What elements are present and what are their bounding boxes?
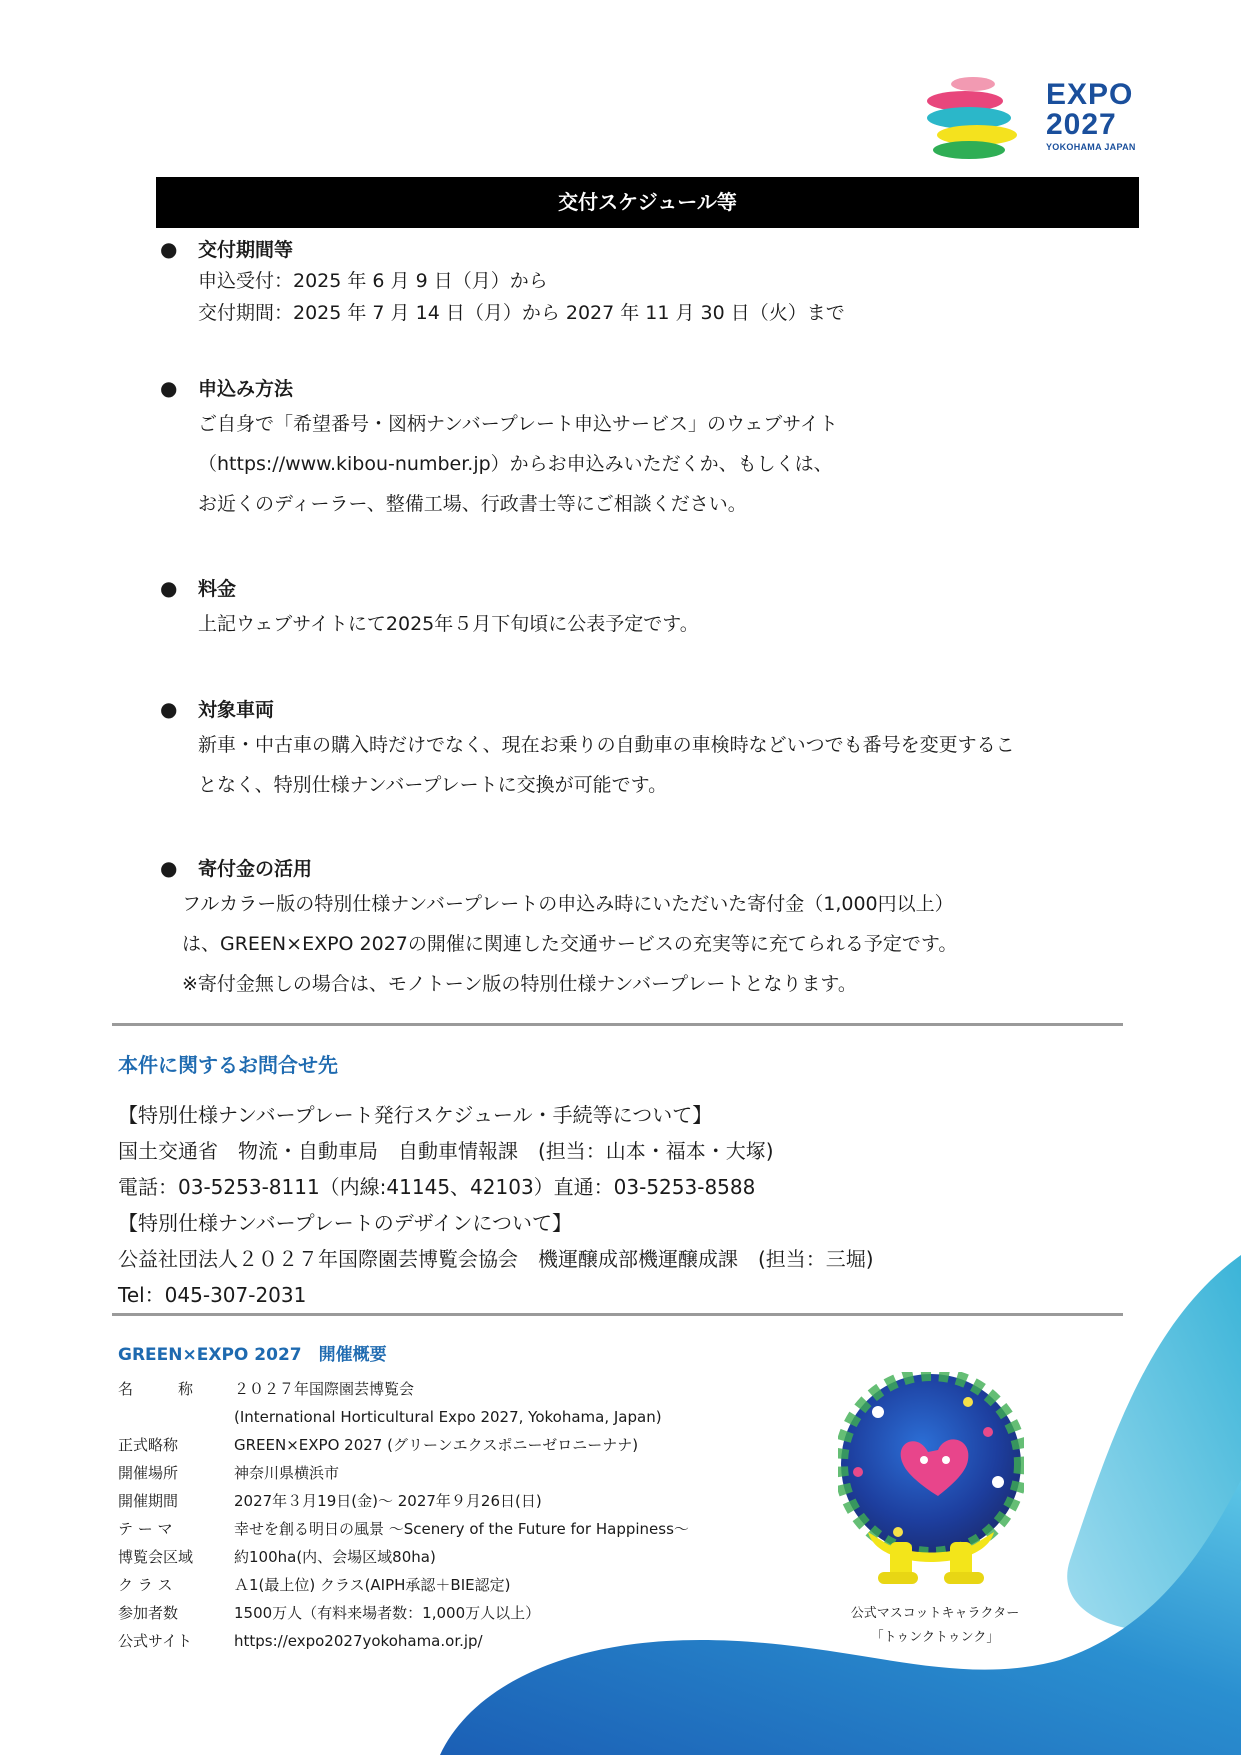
expo-logo-text [1046,80,1136,152]
mascot-caption-line: 公式マスコットキャラクター [850,1606,1020,1621]
overview-value: 2027年３月19日(金)～ 2027年９月26日(日) [234,1492,542,1510]
overview-key: 公式サイト [118,1632,192,1650]
bullet-icon: ● [160,856,178,880]
overview-row [118,1599,689,1627]
contact-line: 公益社団法人２０２７年国際園芸博覧会協会 機運醸成部機運醸成課 (担当：三堀) [118,1247,874,1271]
overview-value: (International Horticultural Expo 2027, Yokohama, Japan) [234,1408,662,1426]
contact-line: 【特別仕様ナンバープレート発行スケジュール・手続等について】 [118,1103,713,1127]
overview-title: GREEN×EXPO 2027 開催概要 [118,1345,387,1365]
section-line: お近くのディーラー、整備工場、行政書士等にご相談ください。 [198,493,747,515]
section-line: は、GREEN×EXPO 2027の開催に関連した交通サービスの充実等に充てられる予定です。 [182,933,958,955]
bullet-icon: ● [160,376,178,400]
section-line: 申込受付：2025 年 6 月 9 日（月）から [198,270,548,292]
divider [112,1023,1123,1026]
section-line: ご自身で「希望番号・図柄ナンバープレート申込サービス」のウェブサイト [198,413,838,435]
overview-key: 参加者数 [118,1604,179,1622]
contact-line: 【特別仕様ナンバープレートのデザインについて】 [118,1211,572,1235]
section-application-method [160,372,1120,524]
section-body [160,884,1120,1004]
section-body [160,404,1120,524]
contact-title: 本件に関するお問合せ先 [118,1053,338,1077]
logo-expo-word: EXPO [1046,78,1134,111]
bullet-icon: ● [160,576,178,600]
overview-key: 名 称 [118,1380,194,1398]
section-heading-text: 申込み方法 [198,378,294,400]
section-line: となく、特別仕様ナンバープレートに交換が可能です。 [198,774,668,796]
logo-location: YOKOHAMA JAPAN [1046,142,1136,152]
section-heading [160,233,1120,265]
section-heading [160,693,1120,725]
overview-value: 約100ha(内、会場区域80ha) [234,1548,436,1566]
section-target-vehicles [160,693,1120,805]
section-issue-period [160,233,1120,329]
overview-row [118,1515,689,1543]
overview-value: GREEN×EXPO 2027 (グリーンエクスポニーゼロニーナナ) [234,1436,639,1454]
overview-row [118,1431,689,1459]
contact-line: 電話：03-5253-8111（内線:41145、42103）直通：03-5253-8588 [118,1175,756,1199]
section-fee [160,572,1120,644]
overview-table [118,1375,689,1655]
section-heading-text: 料金 [198,578,237,600]
mascot-caption [820,1602,1050,1650]
overview-row [118,1571,689,1599]
contact-line: 国土交通省 物流・自動車局 自動車情報課 (担当：山本・福本・大塚) [118,1139,774,1163]
section-heading-text: 寄付金の活用 [198,858,313,880]
overview-row [118,1459,689,1487]
overview-key [118,1403,234,1431]
section-heading [160,852,1120,884]
overview-value: 神奈川県横浜市 [234,1464,340,1482]
bullet-icon: ● [160,697,178,721]
overview-value: https://expo2027yokohama.or.jp/ [234,1632,483,1650]
logo-year: 2027 [1046,108,1117,141]
section-heading-text: 対象車両 [198,699,275,721]
section-body [160,604,1120,644]
section-line: 交付期間：2025 年 7 月 14 日（月）から 2027 年 11 月 30 日（火）まで [198,302,845,324]
mascot-name: 「トゥンクトゥンク」 [870,1630,1000,1645]
section-heading-text: 交付期間等 [198,239,294,261]
overview-value: ２０２７年国際園芸博覧会 [234,1380,415,1398]
section-line: 新車・中古車の購入時だけでなく、現在お乗りの自動車の車検時などいつでも番号を変更するこ [198,734,1015,756]
mascot-illustration [838,1372,1024,1590]
overview-key: 正式略称 [118,1436,179,1454]
overview-key: ク ラ ス [118,1576,173,1594]
overview-row [118,1543,689,1571]
overview-value: 1500万人（有料来場者数：1,000万人以上） [234,1604,541,1622]
overview-key: 博覧会区域 [118,1548,194,1566]
section-line: フルカラー版の特別仕様ナンバープレートの申込み時にいただいた寄付金（1,000円以上） [182,893,954,915]
section-donation-use [160,852,1120,1004]
overview-key: テ ー マ [118,1520,173,1538]
overview-row [118,1403,689,1431]
overview-row [118,1375,689,1403]
schedule-banner: 交付スケジュール等 [156,177,1139,228]
section-heading [160,372,1120,404]
overview-row [118,1627,689,1655]
section-line: （https://www.kibou-number.jp）からお申込みいただくか、もしくは、 [198,453,833,475]
overview-row [118,1487,689,1515]
overview-value: Ａ1(最上位) クラス(AIPH承認＋BIE認定) [234,1576,511,1594]
contact-block [118,1097,874,1313]
section-body [160,725,1120,805]
divider [112,1313,1123,1316]
section-line: 上記ウェブサイトにて2025年５月下旬頃に公表予定です。 [198,613,699,635]
section-line: ※寄付金無しの場合は、モノトーン版の特別仕様ナンバープレートとなります。 [182,973,857,995]
contact-line: Tel：045-307-2031 [118,1283,307,1307]
overview-value: 幸せを創る明日の風景 ～Scenery of the Future for Happiness～ [234,1520,689,1538]
section-body [160,265,1120,329]
overview-key: 開催期間 [118,1492,179,1510]
bullet-icon: ● [160,237,178,261]
overview-key: 開催場所 [118,1464,179,1482]
section-heading [160,572,1120,604]
